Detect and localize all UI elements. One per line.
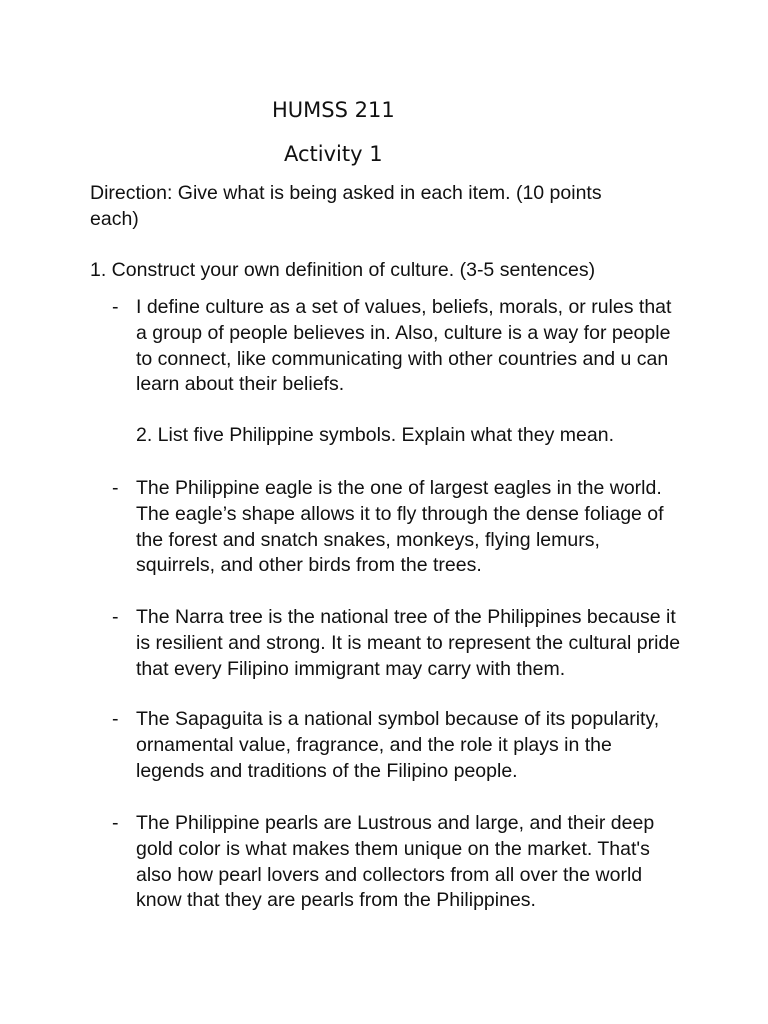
bullet-dash: - (112, 606, 119, 628)
symbol-item-pearl (112, 811, 682, 914)
direction-text: Direction: Give what is being asked in each item. (10 points each) (90, 182, 602, 230)
answer-1-text: I define culture as a set of values, beliefs, morals, or rules that a group of people believes in. Also, culture is a way for people to connect, like communicating with other countries and u can learn about their beliefs. (136, 296, 672, 396)
activity-title: Activity 1 (284, 142, 383, 166)
symbol-text-sampaguita: The Sapaguita is a national symbol because of its popularity, ornamental value, fragrance, and the role it plays in the legends and traditions of the Filipino people. (136, 708, 660, 782)
answer-1-item (112, 295, 682, 398)
symbol-item-eagle (112, 476, 682, 579)
course-title: HUMSS 211 (272, 98, 395, 122)
question-2: 2. List five Philippine symbols. Explain what they mean. (136, 424, 614, 446)
bullet-dash: - (112, 812, 119, 834)
symbol-item-narra (112, 605, 682, 682)
bullet-dash: - (112, 296, 119, 318)
symbol-item-sampaguita (112, 707, 682, 784)
bullet-dash: - (112, 708, 119, 730)
symbol-text-narra: The Narra tree is the national tree of the Philippines because it is resilient and strong. It is meant to represent the cultural pride that every Filipino immigrant may carry with them. (136, 606, 681, 680)
bullet-dash: - (112, 477, 119, 499)
symbol-text-pearl: The Philippine pearls are Lustrous and large, and their deep gold color is what makes them unique on the market. That's also how pearl lovers and collectors from all over the world know that they are pearls from the Philippines. (136, 812, 655, 912)
symbol-text-eagle: The Philippine eagle is the one of largest eagles in the world. The eagle’s shape allows it to fly through the dense foliage of the forest and snatch snakes, monkeys, flying lemurs, squirrels, and other birds from the trees. (136, 477, 664, 577)
question-1: 1. Construct your own definition of culture. (3-5 sentences) (90, 259, 596, 281)
